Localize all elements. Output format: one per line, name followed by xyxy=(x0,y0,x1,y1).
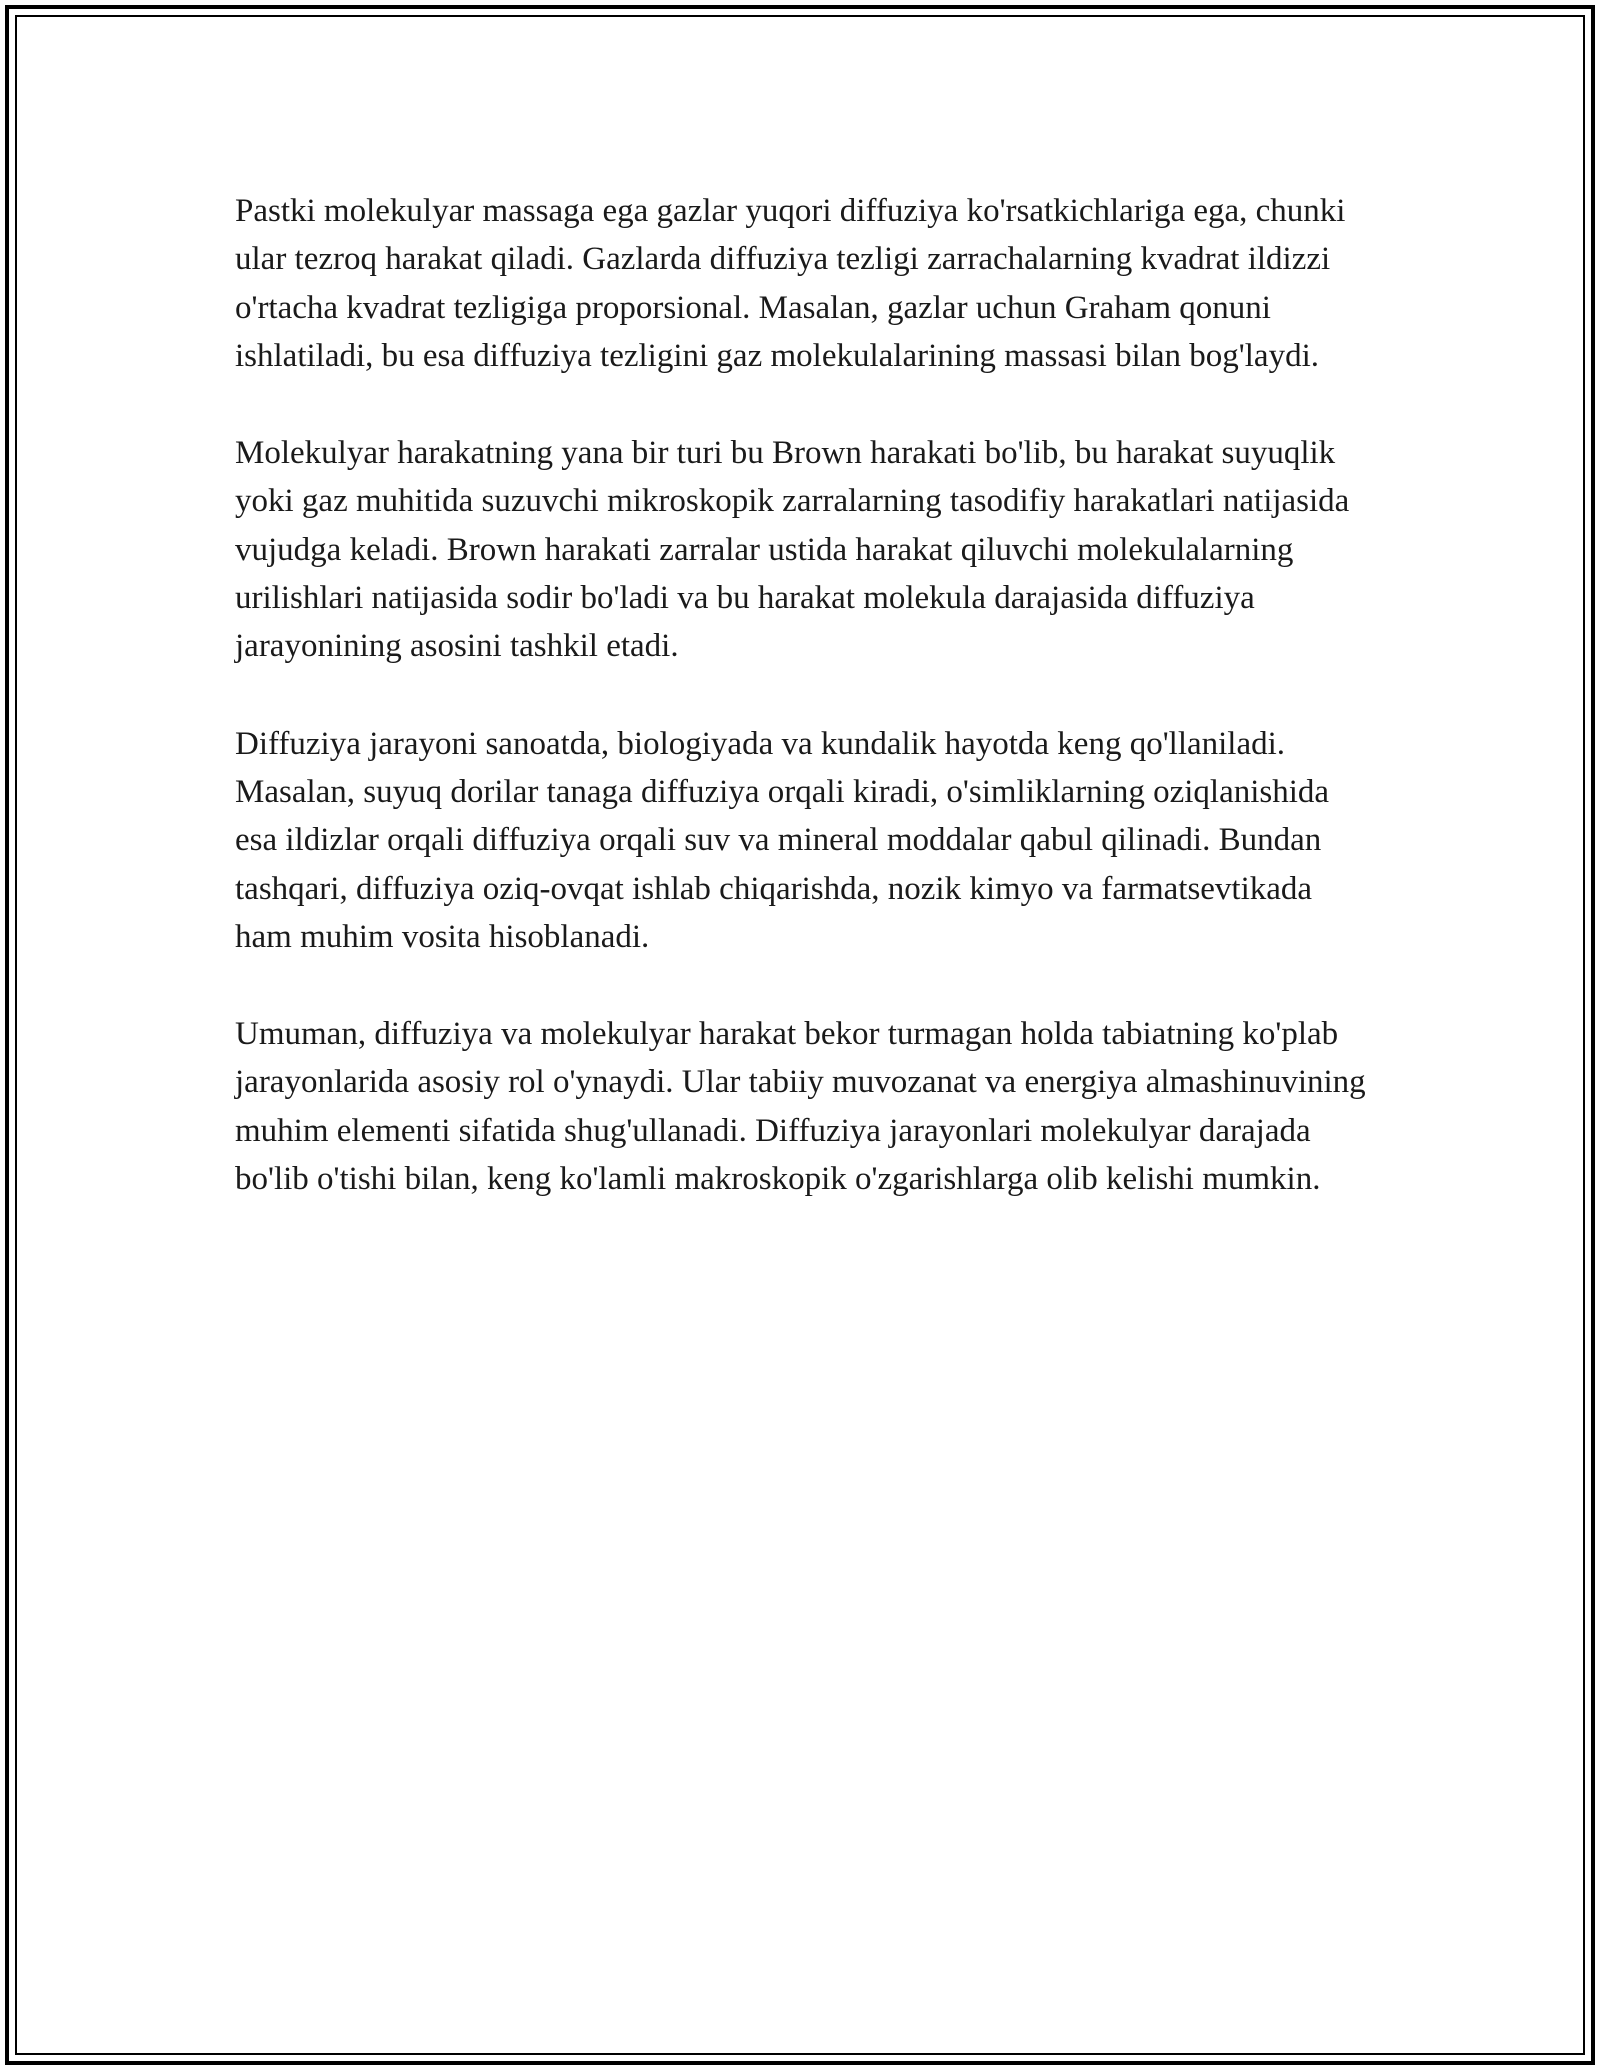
document-body xyxy=(235,187,1375,1252)
paragraph-graham-law: Pastki molekulyar massaga ega gazlar yuqori diffuziya ko'rsatkichlariga ega, chunki ular tezroq harakat qiladi. Gazlarda diffuziya tezligi zarrachalarning kvadrat ildizzi o'rtacha kvadrat tezligiga proporsional. Masalan, gazlar uchun Graham qonuni ishlatiladi, bu esa diffuziya tezligini gaz molekulalarining massasi bilan bog'laydi. xyxy=(235,193,1346,374)
paragraph-brownian-motion: Molekulyar harakatning yana bir turi bu Brown harakati bo'lib, bu harakat suyuqlik yoki gaz muhitida suzuvchi mikroskopik zarralarning tasodifiy harakatlari natijasida vujudga keladi. Brown harakati zarralar ustida harakat qiluvchi molekulalarning urilishlari natijasida sodir bo'ladi va bu harakat molekula darajasida diffuziya jarayonining asosini tashkil etadi. xyxy=(235,435,1350,665)
paragraph-diffusion-applications: Diffuziya jarayoni sanoatda, biologiyada va kundalik hayotda keng qo'llaniladi. Masalan, suyuq dorilar tanaga diffuziya orqali kiradi, o'simliklarning oziqlanishida esa ildizlar orqali diffuziya orqali suv va mineral moddalar qabul qilinadi. Bundan tashqari, diffuziya oziq-ovqat ishlab chiqarishda, nozik kimyo va farmatsevtikada ham muhim vosita hisoblanadi. xyxy=(235,725,1330,955)
paragraph-conclusion: Umuman, diffuziya va molekulyar harakat bekor turmagan holda tabiatning ko'plab jarayonlarida asosiy rol o'ynaydi. Ular tabiiy muvozanat va energiya almashinuvining muhim elementi sifatida shug'ullanadi. Diffuziya jarayonlari molekulyar darajada bo'lib o'tishi bilan, keng ko'lamli makroskopik o'zgarishlarga olib kelishi mumkin. xyxy=(235,1016,1366,1198)
